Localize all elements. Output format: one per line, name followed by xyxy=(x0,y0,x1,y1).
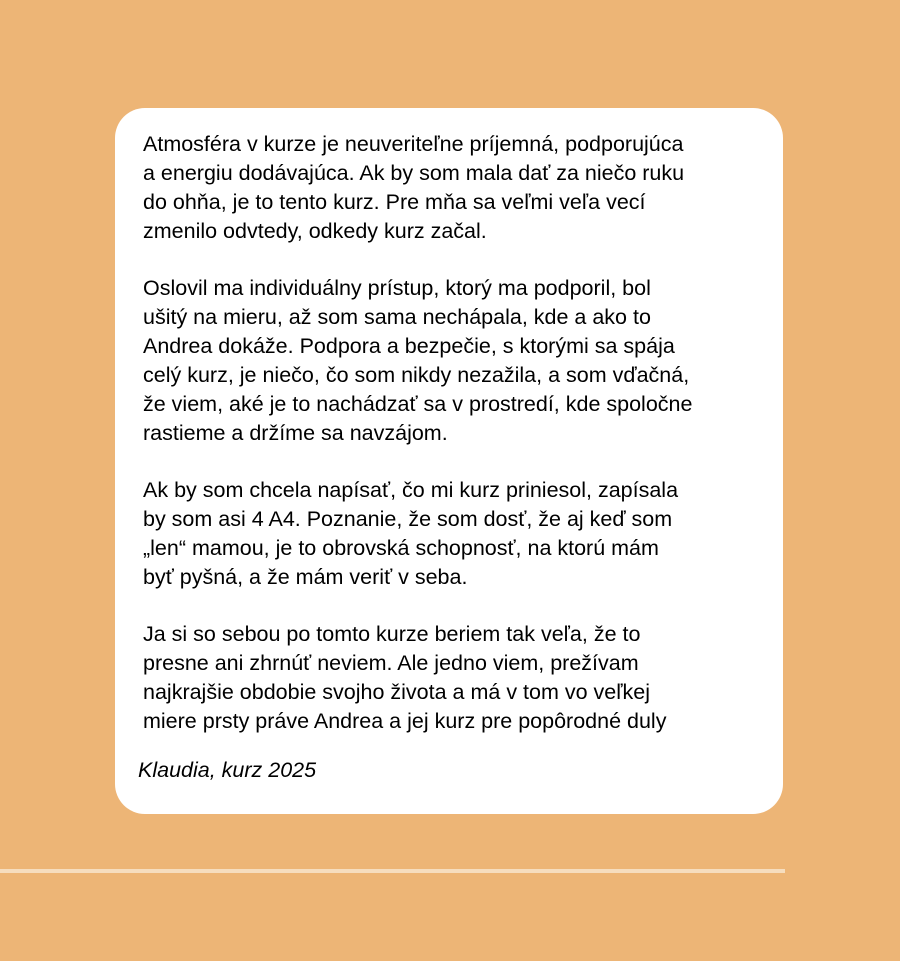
testimonial-paragraph-1: Atmosféra v kurze je neuveriteľne príjemná, podporujúca a energiu dodávajúca. Ak by som mala dať za niečo ruku do ohňa, je to tento kurz. Pre mňa sa veľmi veľa vecí zmenilo odvtedy, odkedy kurz začal. xyxy=(143,132,685,243)
testimonial-paragraph-4: Ja si so sebou po tomto kurze beriem tak veľa, že to presne ani zhrnúť neviem. Ale jedno viem, prežívam najkrajšie obdobie svojho života a má v tom vo veľkej miere prsty práve Andrea a jej kurz pre popôrodné duly xyxy=(143,622,667,733)
testimonial-card xyxy=(115,108,783,814)
divider-line xyxy=(0,869,785,873)
testimonial-paragraph-3: Ak by som chcela napísať, čo mi kurz priniesol, zapísala by som asi 4 A4. Poznanie, že som dosť, že aj keď som „len“ mamou, je to obrovská schopnosť, na ktorú mám byť pyšná, a že mám veriť v seba. xyxy=(143,478,679,589)
testimonial-paragraph-2: Oslovil ma individuálny prístup, ktorý ma podporil, bol ušitý na mieru, až som sama nechápala, kde a ako to Andrea dokáže. Podpora a bezpečie, s ktorými sa spája celý kurz, je niečo, čo som nikdy nezažila, a som vďačná, že viem, aké je to nachádzať sa v prostredí, kde spoločne rastieme a držíme sa navzájom. xyxy=(143,276,693,445)
testimonial-author: Klaudia, kurz 2025 xyxy=(138,758,317,782)
